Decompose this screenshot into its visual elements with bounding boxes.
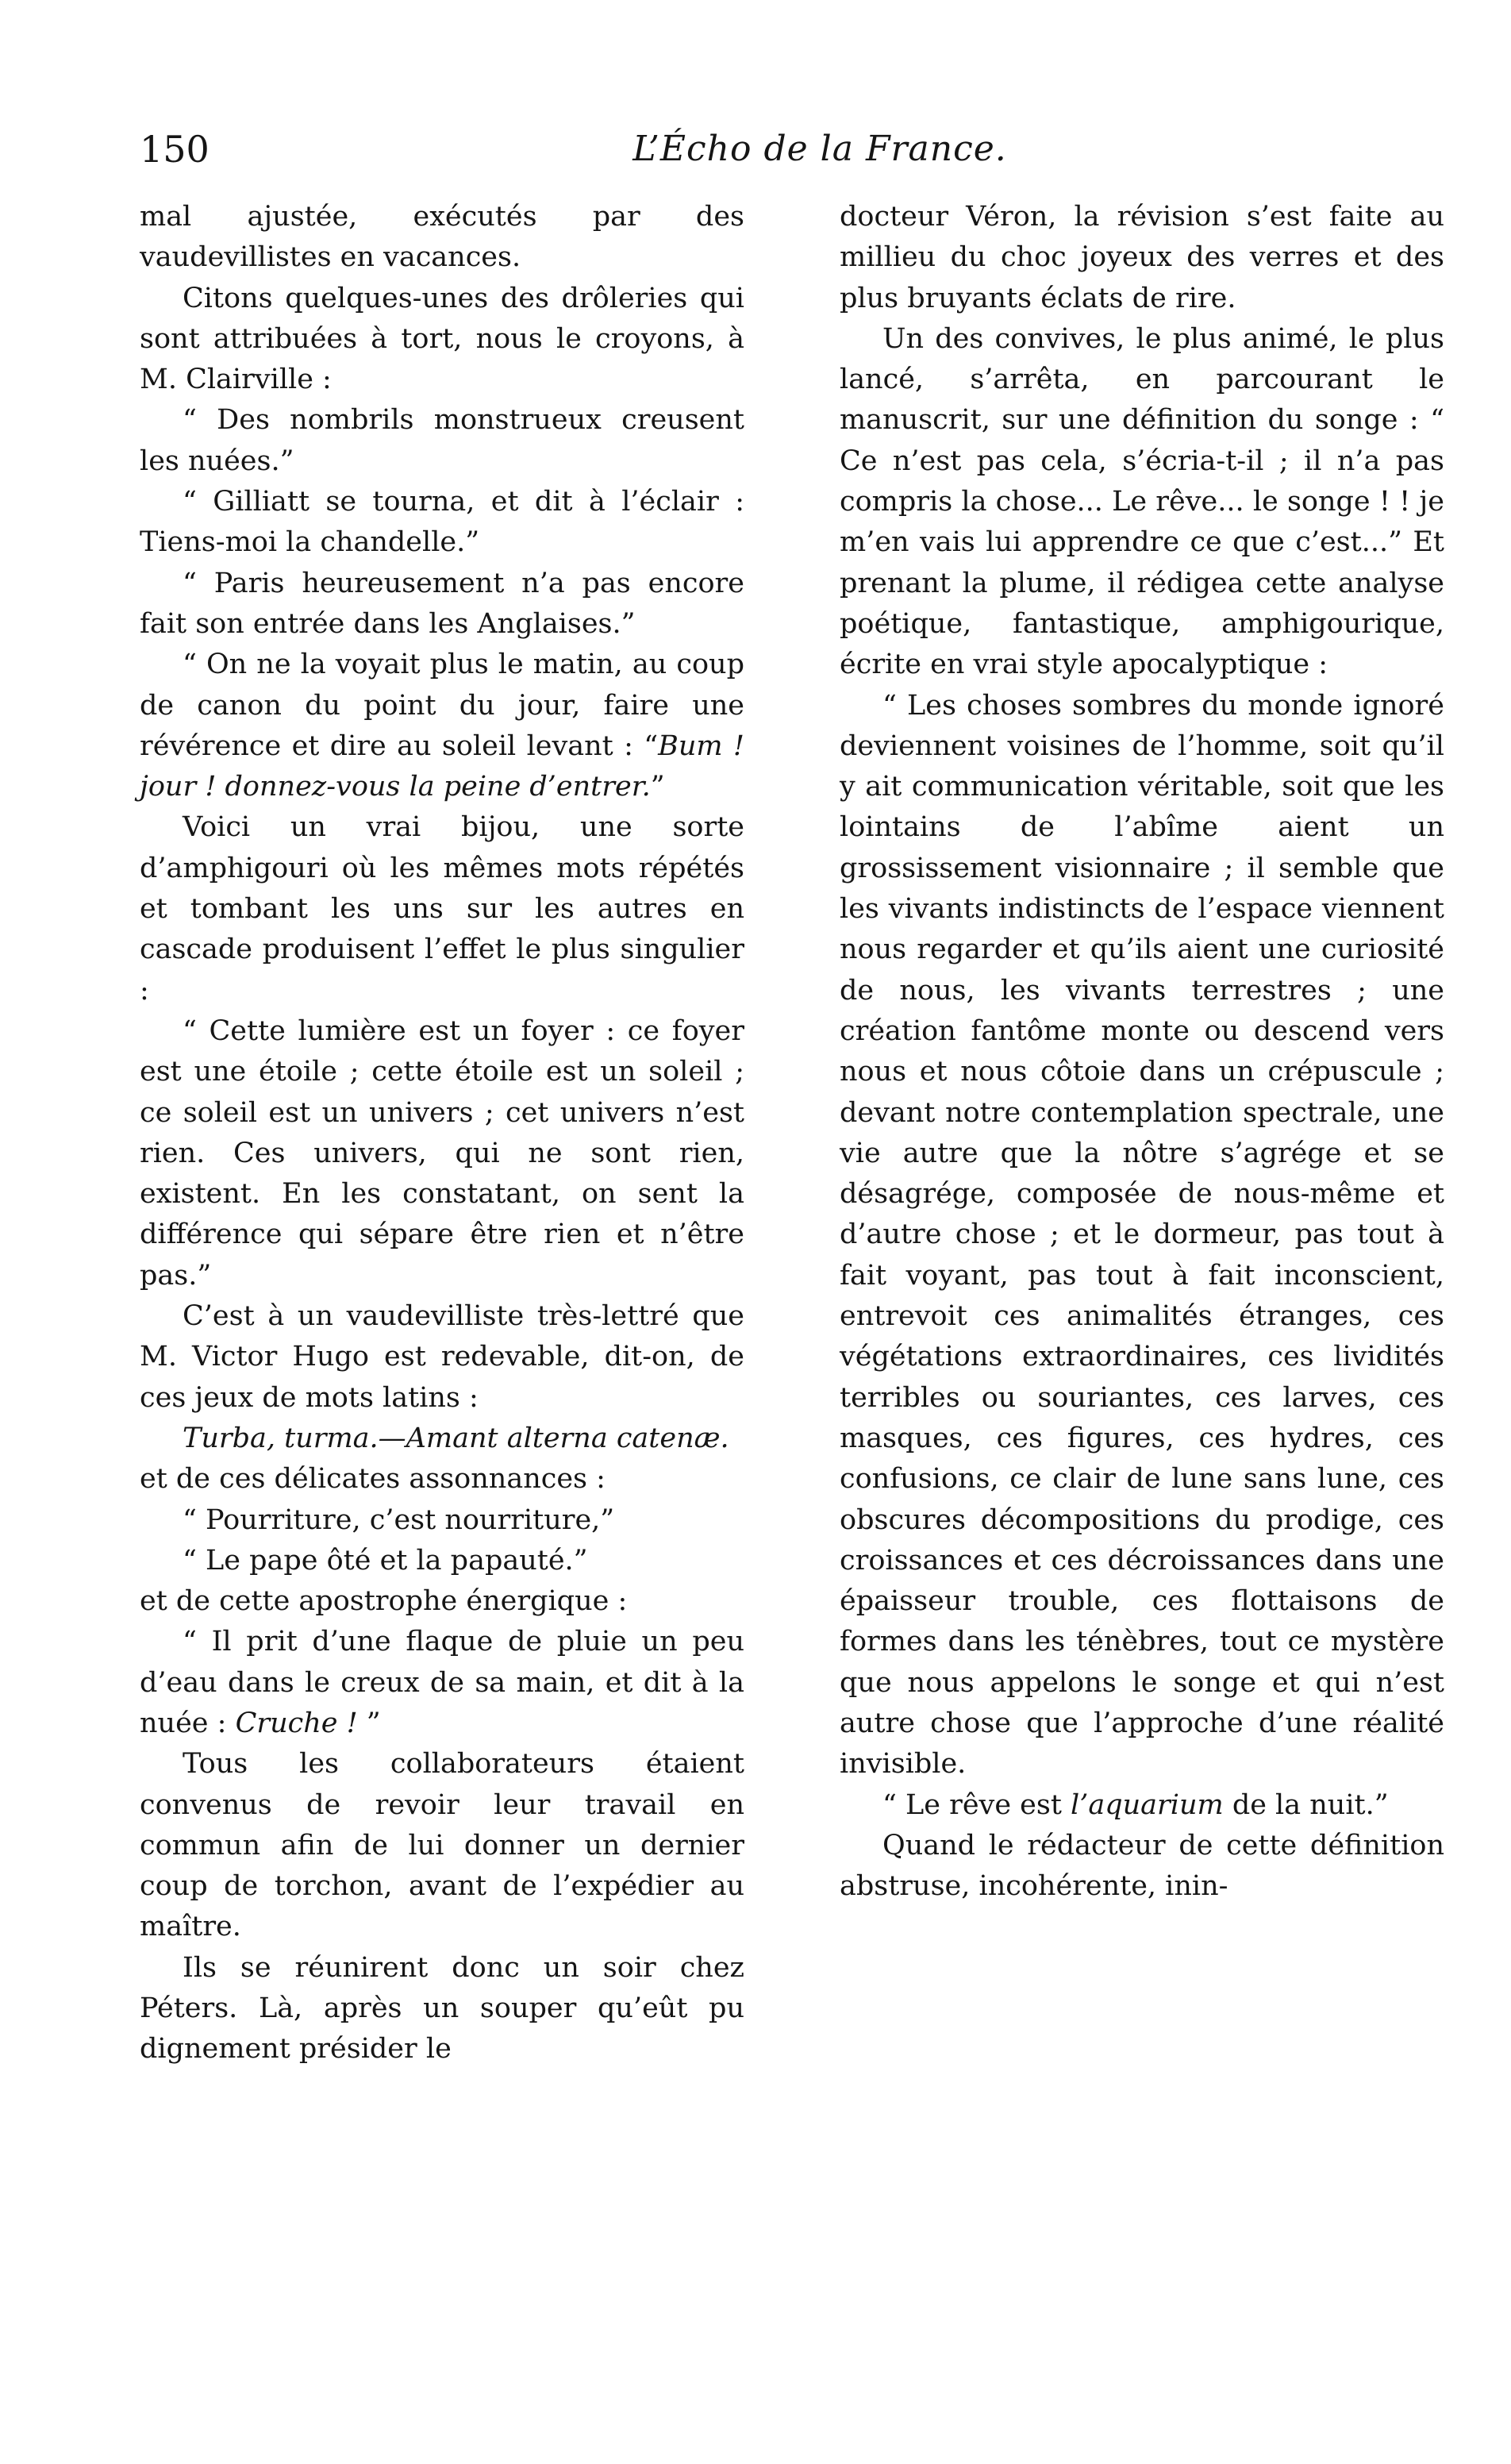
quotation-text: “ Il prit d’une flaque de pluie un peu d’eau dans le creux de sa main, et dit à la nuée : [140, 1626, 744, 1739]
paragraph: Voici un vrai bijou, une sorte d’amphigouri où les mêmes mots répétés et tombant les uns sur les autres en cascade produisent l’effet le plus singulier : [140, 811, 744, 1007]
paragraph: Citons quelques-unes des drôleries qui sont attribuées à tort, nous le croyons, à M. Clairville : [140, 282, 744, 396]
quotation-text: “ Le rêve est [882, 1788, 1071, 1821]
quotation: “ Paris heureusement n’a pas encore fait son entrée dans les Anglaises.” [140, 567, 744, 640]
paragraph: Tous les collaborateurs étaient convenus de revoir leur travail en commun afin de lui donner un dernier coup de torchon, avant de l’expédier au maître. [140, 1748, 744, 1943]
quotation-close: de la nuit.” [1223, 1788, 1389, 1821]
quotation: “ Gilliatt se tourna, et dit à l’éclair : Tiens-moi la chandelle.” [140, 486, 744, 559]
paragraph: docteur Véron, la révision s’est faite au millieu du choc joyeux des verres et des plus bruyants éclats de rire. [840, 201, 1444, 314]
text-columns [140, 197, 1444, 2070]
quotation-italic: Bum ! jour ! donnez-vous la peine d’entrer. [140, 730, 744, 803]
left-column [140, 197, 744, 2070]
paragraph: Un des convives, le plus animé, le plus lancé, s’arrêta, en parcourant le manuscrit, sur une définition du songe : “ Ce n’est pas cela, s’écria-t-il ; il n’a pas compris la chose... Le rêve... le songe ! ! je m’en vais lui apprendre ce que c’est...” Et prenant la plume, il rédigea cette analyse poétique, fantastique, amphigourique, écrite en vrai style apocalyptique : [840, 322, 1444, 681]
quotation-italic: l’aquarium [1071, 1788, 1224, 1821]
quotation: “ Le pape ôté et la papauté.” [183, 1544, 588, 1577]
page-number: 150 [140, 128, 210, 171]
quotation [840, 1785, 1444, 1826]
right-column [840, 197, 1444, 2070]
quotation: “ Les choses sombres du monde ignoré deviennent voisines de l’homme, soit qu’il y ait communication véritable, soit que les lointains de l’abîme aient un grossissement visionnaire ; il semble que les vivants indistincts de l’espace viennent nous regarder et qu’ils aient une curiosité de nous, les vivants terrestres ; une création fantôme monte ou descend vers nous et nous côtoie dans un crépuscule ; devant notre contemplation spectrale, une vie autre que la nôtre s’agrége et se désagrége, composée de nous-même et d’autre chose ; et le dormeur, pas tout à fait voyant, pas tout à fait inconscient, entrevoit ces animalités étranges, ces végétations extraordinaires, ces lividités terribles ou souriantes, ces larves, ces masques, ces figures, ces hydres, ces confusions, ce clair de lune sans lune, ces obscures décompositions du prodige, ces croissances et ces décroissances dans une épaisseur trouble, ces flottaisons de formes dans les ténèbres, tout ce mystère que nous appelons le songe et qui n’est autre chose que l’approche d’une réalité invisible. [840, 689, 1444, 1781]
latin-phrase: Turba, turma.—Amant alterna catenæ. [183, 1422, 729, 1454]
quotation: “ Pourriture, c’est nourriture,” [183, 1503, 615, 1536]
paragraph: Quand le rédacteur de cette définition abstruse, incohérente, inin- [840, 1829, 1444, 1903]
quotation-italic: Cruche ! [235, 1707, 358, 1739]
paragraph: et de cette apostrophe énergique : [140, 1585, 628, 1618]
quotation: “ Des nombrils monstrueux creusent les nuées.” [140, 404, 744, 477]
quotation-text: “ On ne la voyait plus le matin, au coup de canon du point du jour, faire une révérence et dire au soleil levant : “ [140, 649, 744, 762]
quotation-close: ” [357, 1707, 381, 1739]
paragraph: Ils se réunirent donc un soir chez Péters. Là, après un souper qu’eût pu dignement présider le [140, 1951, 744, 2066]
paragraph: mal ajustée, exécutés par des vaudevillistes en vacances. [140, 201, 744, 274]
paragraph: C’est à un vaudevilliste très-lettré que M. Victor Hugo est redevable, dit-on, de ces jeux de mots latins : [140, 1300, 744, 1414]
page-header [140, 127, 1444, 183]
quotation: “ Cette lumière est un foyer : ce foyer est une étoile ; cette étoile est un soleil ; ce soleil est un univers ; cet univers n’est rien. Ces univers, qui ne sont rien, existent. En les constatant, on sent la différence qui sépare être rien et n’être pas.” [140, 1014, 744, 1292]
quotation [140, 1622, 744, 1744]
quotation-close: ” [650, 771, 665, 803]
quotation [140, 645, 744, 807]
running-title: L’Écho de la France. [632, 129, 1007, 169]
paragraph: et de ces délicates assonnances : [140, 1463, 606, 1496]
